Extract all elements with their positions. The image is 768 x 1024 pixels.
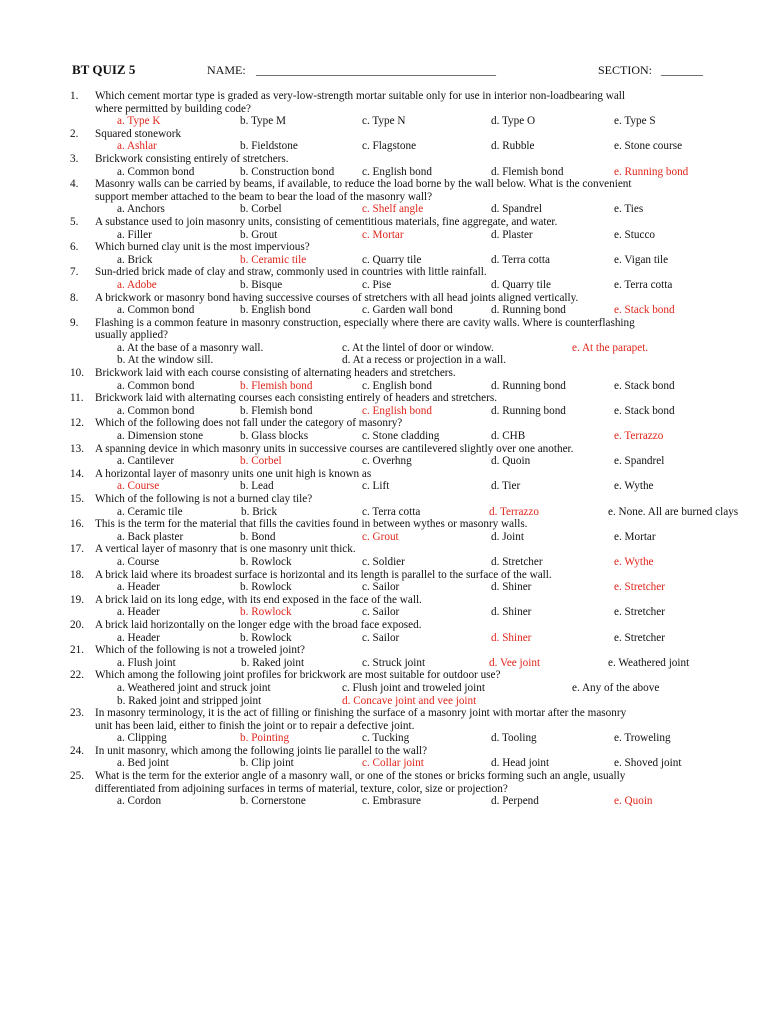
question-text: where permitted by building code? [95,102,251,115]
question-text: Squared stonework [95,127,182,140]
answer-choice-correct: c. Grout [362,530,399,543]
question-text: unit has been laid, either to finish the joint or to repair a defective joint. [95,719,415,732]
answer-choice-correct: a. Course [117,480,160,493]
answer-choice-correct: a. Adobe [117,278,157,291]
question-number: 16. [70,518,84,531]
answer-choice: c. Type N [362,115,406,128]
question-number: 13. [70,442,84,455]
question-text: A brickwork or masonry bond having successive courses of stretchers with all head joints aligned vertically. [95,291,579,304]
question-item [0,241,768,266]
answer-choice: a. Anchors [117,203,165,216]
answer-choice: a. Clipping [117,732,167,745]
answer-choice-correct: d. Shiner [491,631,532,644]
choices-row [0,254,768,267]
answer-choice: e. Spandrel [614,455,665,468]
choices-row [0,229,768,242]
choices-row [0,203,768,216]
choices-row [0,695,768,708]
question-item [0,392,768,417]
answer-choice: d. Quarry tile [491,278,551,291]
answer-choice: b. Rowlock [240,581,292,594]
answer-choice: a. Weathered joint and struck joint [117,681,271,694]
answer-choice-correct: a. Ashlar [117,140,157,153]
choices-row [0,606,768,619]
choices-row [0,682,768,695]
answer-choice: b. Rowlock [240,555,292,568]
answer-choice: a. Flush joint [117,656,176,669]
answer-choice: a. Back plaster [117,530,184,543]
question-line [0,153,768,166]
choices-row [0,354,768,367]
quiz-header [0,60,768,80]
answer-choice: d. Shiner [491,606,532,619]
answer-choice: c. Embrasure [362,795,422,808]
answer-choice: c. Terra cotta [362,505,421,518]
answer-choice: a. At the base of a masonry wall. [117,341,264,354]
answer-choice: a. Cantilever [117,455,175,468]
question-text: A horizontal layer of masonry units one unit high is known as [95,467,372,480]
choices-row [0,480,768,493]
question-number: 9. [70,316,79,329]
question-line [0,518,768,531]
answer-choice: b. English bond [240,304,311,317]
choices-row [0,279,768,292]
question-item [0,443,768,468]
answer-choice: e. Terra cotta [614,278,673,291]
answer-choice: e. Stretcher [614,606,665,619]
answer-choice-correct: b. Rowlock [240,606,292,619]
answer-choice: b. Raked joint and stripped joint [117,694,262,707]
answer-choice: e. Stretcher [614,631,665,644]
answer-choice: c. Stone cladding [362,430,440,443]
answer-choice: d. Plaster [491,228,533,241]
answer-choice: d. Stretcher [491,555,543,568]
question-number: 5. [70,215,79,228]
question-item [0,292,768,317]
question-item [0,569,768,594]
question-number: 2. [70,127,79,140]
answer-choice: d. Tier [491,480,521,493]
question-number: 4. [70,178,79,191]
answer-choice: b. Flemish bond [240,404,313,417]
answer-choice: c. Soldier [362,555,405,568]
answer-choice: d. Running bond [491,404,566,417]
answer-choice: e. Type S [614,115,656,128]
answer-choice-correct: b. Ceramic tile [240,253,307,266]
question-item [0,518,768,543]
answer-choice: d. Running bond [491,379,566,392]
question-item [0,770,768,808]
question-number: 12. [70,417,84,430]
section-field[interactable]: _______ [661,63,703,77]
answer-choice: e. Shoved joint [614,757,682,770]
question-text: differentiated from adjoining surfaces in terms of material, texture, color, size or projection? [95,782,508,795]
question-text: Which burned clay unit is the most impervious? [95,241,310,254]
answer-choice-correct: b. Pointing [240,732,290,745]
question-line [0,367,768,380]
answer-choice: d. At a recess or projection in a wall. [342,354,507,367]
answer-choice: b. Fieldstone [240,140,298,153]
answer-choice: e. Vigan tile [614,253,669,266]
question-text: Brickwork laid with each course consisting of alternating headers and stretchers. [95,367,456,380]
question-number: 20. [70,618,84,631]
answer-choice-correct: c. Shelf angle [362,203,424,216]
question-line [0,392,768,405]
question-text: A vertical layer of masonry that is one masonry unit thick. [95,543,356,556]
question-text: Which of the following is not a troweled joint? [95,644,306,657]
choices-row [0,556,768,569]
answer-choice: d. Type O [491,115,536,128]
question-line [0,417,768,430]
choices-row [0,455,768,468]
question-number: 25. [70,770,84,783]
answer-choice: d. Head joint [491,757,550,770]
choices-row [0,380,768,393]
answer-choice: d. Rubble [491,140,535,153]
answer-choice-correct: c. English bond [362,404,432,417]
choices-row [0,657,768,670]
question-item [0,468,768,493]
answer-choice: a. Header [117,581,160,594]
answer-choice: b. Cornerstone [240,795,306,808]
question-text: In masonry terminology, it is the act of filling or finishing the surface of a masonry joint with mortar after the masonry [95,707,627,720]
question-line [0,241,768,254]
answer-choice: c. Struck joint [362,656,426,669]
question-line [0,720,768,733]
answer-choice: e. Stack bond [614,404,675,417]
question-item [0,216,768,241]
question-number: 6. [70,241,79,254]
question-number: 19. [70,593,84,606]
answer-choice: c. Flagstone [362,140,417,153]
answer-choice: d. Joint [491,530,524,543]
choices-row [0,795,768,808]
question-text: In unit masonry, which among the following joints lie parallel to the wall? [95,744,428,757]
answer-choice: c. Pise [362,278,392,291]
answer-choice: a. Common bond [117,304,195,317]
question-line [0,468,768,481]
question-line [0,266,768,279]
choices-row [0,506,768,519]
answer-choice: a. Filler [117,228,152,241]
question-list [0,90,768,808]
answer-choice: c. Sailor [362,581,400,594]
answer-choice-correct: e. Stack bond [614,304,675,317]
answer-choice-correct: b. Flemish bond [240,379,313,392]
question-line [0,569,768,582]
answer-choice: a. Common bond [117,379,195,392]
question-item [0,178,768,216]
question-number: 23. [70,707,84,720]
answer-choice-correct: a. Type K [117,115,161,128]
question-number: 1. [70,90,79,102]
question-number: 10. [70,367,84,380]
question-text: usually applied? [95,329,169,342]
question-line [0,317,768,330]
answer-choice: a. Brick [117,253,153,266]
answer-choice: c. At the lintel of door or window. [342,341,494,354]
answer-choice: e. Wythe [614,480,654,493]
answer-choice: e. Mortar [614,530,656,543]
choices-row [0,115,768,128]
question-line [0,594,768,607]
question-number: 3. [70,152,79,165]
question-text: Which of the following is not a burned clay tile? [95,493,313,505]
answer-choice-correct: e. Stretcher [614,581,665,594]
answer-choice: a. Common bond [117,404,195,417]
question-line [0,329,768,342]
question-line [0,443,768,456]
answer-choice: d. Tooling [491,732,537,745]
answer-choice: d. Flemish bond [491,165,564,178]
question-line [0,178,768,191]
answer-choice: e. Weathered joint [608,656,690,669]
answer-choice-correct: b. Corbel [240,455,282,468]
answer-choice: a. Header [117,631,160,644]
question-line [0,783,768,796]
choices-row [0,732,768,745]
answer-choice: c. Tucking [362,732,410,745]
question-item [0,153,768,178]
answer-choice: b. Grout [240,228,278,241]
question-text: support member attached to the beam to bear the load of the masonry wall? [95,190,433,203]
answer-choice: d. Spandrel [491,203,542,216]
question-item [0,90,768,128]
answer-choice: c. Sailor [362,606,400,619]
question-number: 8. [70,291,79,304]
question-text: This is the term for the material that fills the cavities found in between wythes or masonry walls. [95,518,528,531]
question-line [0,644,768,657]
question-text: Flashing is a common feature in masonry construction, especially where there are cavity walls. Where is counterflashing [95,316,635,329]
question-number: 14. [70,467,84,480]
answer-choice: b. Glass blocks [240,430,309,443]
question-line [0,669,768,682]
answer-choice-correct: e. Terrazzo [614,430,664,443]
answer-choice: c. Overhng [362,455,412,468]
question-text: A brick laid where its broadest surface is horizontal and its length is parallel to the surface of the wall. [95,568,552,581]
answer-choice: d. Running bond [491,304,566,317]
question-number: 21. [70,644,84,657]
question-item [0,644,768,669]
choices-row [0,757,768,770]
answer-choice: d. Terra cotta [491,253,550,266]
answer-choice: a. Bed joint [117,757,169,770]
answer-choice: c. English bond [362,165,432,178]
answer-choice-correct: e. Wythe [614,555,654,568]
answer-choice: a. Cordon [117,795,162,808]
answer-choice: a. Course [117,555,160,568]
answer-choice: c. Quarry tile [362,253,422,266]
answer-choice: c. Lift [362,480,390,493]
question-item [0,367,768,392]
answer-choice: e. Stucco [614,228,656,241]
question-text: A spanning device in which masonry units in successive courses are cantilevered slightly over one another. [95,442,574,455]
question-text: Brickwork consisting entirely of stretchers. [95,152,289,165]
answer-choice: b. Brick [241,505,278,518]
question-item [0,707,768,745]
question-line [0,543,768,556]
question-item [0,317,768,367]
question-number: 22. [70,669,84,682]
question-line [0,103,768,116]
choices-row [0,632,768,645]
answer-choice: d. Quoin [491,455,531,468]
question-text: Masonry walls can be carried by beams, if available, to reduce the load borne by the wall below. What is the convenient [95,178,632,191]
question-number: 7. [70,266,79,279]
answer-choice-correct: e. At the parapet. [572,341,649,354]
question-number: 11. [70,392,84,405]
question-text: A brick laid on its long edge, with its end exposed in the face of the wall. [95,593,422,606]
question-text: What is the term for the exterior angle of a masonry wall, or one of the stones or bricks forming such an angle, usually [95,770,626,783]
question-line [0,745,768,758]
answer-choice: e. Stack bond [614,379,675,392]
answer-choice: d. Perpend [491,795,539,808]
question-item [0,669,768,707]
answer-choice: e. Troweling [614,732,671,745]
choices-row [0,166,768,179]
answer-choice-correct: e. Running bond [614,165,689,178]
answer-choice: a. Header [117,606,160,619]
answer-choice: b. Type M [240,115,286,128]
answer-choice-correct: c. Mortar [362,228,404,241]
question-item [0,543,768,568]
question-number: 15. [70,493,84,505]
answer-choice-correct: d. Terrazzo [489,505,539,518]
question-line [0,707,768,720]
question-line [0,619,768,632]
question-line [0,128,768,141]
answer-choice: e. Ties [614,203,644,216]
question-item [0,417,768,442]
answer-choice: a. Common bond [117,165,195,178]
answer-choice: c. English bond [362,379,432,392]
question-number: 17. [70,543,84,556]
answer-choice-correct: c. Collar joint [362,757,424,770]
answer-choice: d. CHB [491,430,526,443]
question-line [0,191,768,204]
choices-row [0,430,768,443]
question-item [0,493,768,518]
answer-choice: b. Bisque [240,278,283,291]
answer-choice: c. Flush joint and troweled joint [342,681,485,694]
question-line [0,292,768,305]
name-field[interactable]: ________________________________________ [256,63,496,77]
answer-choice: e. Any of the above [572,681,660,694]
answer-choice: b. Bond [240,530,276,543]
section-label: SECTION: [598,63,652,77]
question-item [0,619,768,644]
answer-choice-correct: d. Vee joint [489,656,541,669]
answer-choice-correct: d. Concave joint and vee joint [342,694,477,707]
answer-choice-correct: e. Quoin [614,795,653,808]
choices-row [0,342,768,355]
question-line [0,493,768,506]
question-text: Sun-dried brick made of clay and straw, commonly used in countries with little rainfall. [95,266,487,279]
question-line [0,216,768,229]
question-line [0,90,768,103]
question-text: Brickwork laid with alternating courses each consisting entirely of headers and stretchers. [95,392,497,405]
choices-row [0,405,768,418]
question-line [0,770,768,783]
answer-choice: b. At the window sill. [117,354,214,367]
question-text: Which among the following joint profiles for brickwork are most suitable for outdoor use? [95,669,501,682]
quiz-title: BT QUIZ 5 [72,62,136,77]
question-number: 18. [70,568,84,581]
name-label: NAME: [207,63,246,77]
answer-choice: d. Shiner [491,581,532,594]
answer-choice: b. Construction bond [240,165,335,178]
answer-choice: a. Ceramic tile [117,505,183,518]
answer-choice: c. Sailor [362,631,400,644]
question-text: Which of the following does not fall under the category of masonry? [95,417,403,430]
answer-choice: b. Corbel [240,203,282,216]
question-text: A brick laid horizontally on the longer edge with the broad face exposed. [95,618,422,631]
choices-row [0,140,768,153]
answer-choice: e. None. All are burned clays [608,505,739,518]
answer-choice: b. Lead [240,480,274,493]
question-number: 24. [70,744,84,757]
question-item [0,128,768,153]
answer-choice: c. Garden wall bond [362,304,453,317]
answer-choice: a. Dimension stone [117,430,204,443]
question-text: Which cement mortar type is graded as very-low-strength mortar suitable only for use in interior non-loadbearing wall [95,90,625,102]
question-text: A substance used to join masonry units, consisting of cementitious materials, fine aggregate, and water. [95,215,558,228]
answer-choice: b. Rowlock [240,631,292,644]
answer-choice: e. Stone course [614,140,683,153]
answer-choice: b. Clip joint [240,757,294,770]
question-item [0,266,768,291]
question-item [0,594,768,619]
choices-row [0,304,768,317]
answer-choice: b. Raked joint [241,656,305,669]
choices-row [0,531,768,544]
question-item [0,745,768,770]
choices-row [0,581,768,594]
